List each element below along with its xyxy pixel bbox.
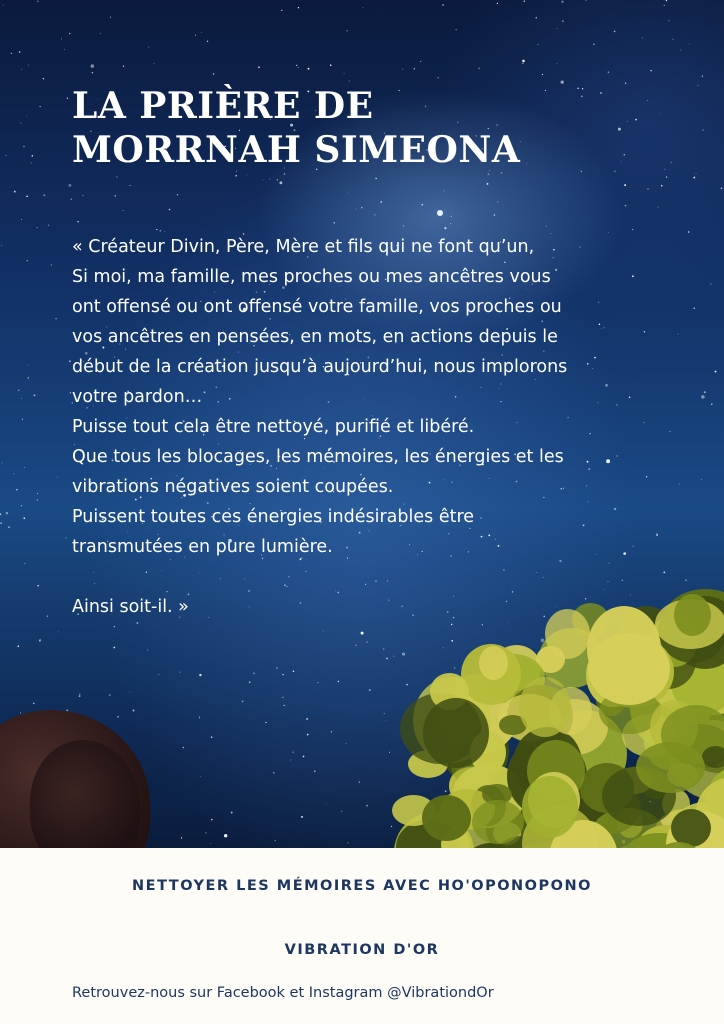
star: [721, 188, 722, 189]
star: [36, 227, 37, 228]
star: [28, 377, 29, 378]
star: [284, 173, 286, 175]
star: [43, 194, 45, 196]
star: [20, 123, 21, 124]
star: [487, 183, 489, 185]
star: [22, 419, 23, 420]
prayer-line: début de la création jusqu’à aujourd’hui, nous implorons: [72, 357, 568, 377]
star: [14, 473, 15, 474]
title-line-1: LA PRIÈRE DE: [72, 85, 374, 127]
star: [369, 689, 371, 691]
star: [664, 5, 665, 6]
star: [109, 694, 111, 696]
star: [156, 229, 157, 230]
star: [608, 71, 609, 72]
star: [67, 98, 68, 99]
star: [23, 146, 25, 148]
star: [384, 713, 385, 714]
star: [24, 467, 25, 468]
star: [200, 776, 201, 777]
star: [658, 207, 659, 208]
star: [624, 184, 626, 186]
star: [668, 20, 669, 21]
star: [298, 67, 299, 68]
star: [693, 177, 695, 179]
star: [205, 832, 206, 833]
star: [195, 35, 196, 36]
star: [522, 63, 524, 65]
star: [317, 682, 318, 683]
star: [298, 7, 299, 8]
star: [556, 63, 557, 64]
star: [494, 214, 496, 216]
star: [169, 209, 171, 211]
star: [556, 28, 557, 29]
star: [672, 39, 673, 40]
star: [688, 231, 690, 233]
star: [61, 38, 62, 39]
star: [179, 672, 180, 673]
star: [82, 195, 83, 196]
star: [51, 264, 52, 265]
star: [704, 391, 706, 393]
foliage-blob: [423, 698, 489, 768]
star: [37, 499, 38, 500]
star: [403, 225, 404, 226]
star: [361, 207, 363, 209]
star: [670, 431, 671, 432]
star: [249, 681, 251, 683]
prayer-text: [72, 232, 662, 622]
star: [231, 812, 233, 814]
star: [625, 205, 627, 207]
star: [386, 658, 388, 660]
star: [26, 196, 28, 198]
star: [47, 615, 48, 616]
star: [456, 29, 457, 30]
star: [37, 1, 39, 3]
star: [614, 31, 616, 33]
star: [701, 479, 702, 480]
star: [123, 210, 124, 211]
star: [293, 670, 295, 672]
star: [21, 69, 22, 70]
star: [158, 674, 159, 675]
star: [375, 178, 376, 179]
star: [422, 204, 423, 205]
star: [664, 169, 665, 170]
star: [71, 199, 72, 200]
star: [16, 489, 17, 490]
star: [269, 178, 270, 179]
star: [115, 195, 116, 196]
star: [114, 626, 115, 627]
star: [181, 837, 182, 838]
star: [497, 201, 498, 202]
star: [66, 537, 67, 538]
star: [346, 743, 347, 744]
prayer-line: Si moi, ma famille, mes proches ou mes ancêtres vous: [72, 267, 551, 287]
star: [338, 681, 339, 682]
star: [0, 522, 2, 524]
star: [37, 493, 38, 494]
star: [276, 667, 278, 669]
star: [701, 395, 705, 399]
star: [265, 722, 266, 723]
foliage-blob: [479, 646, 508, 680]
star: [366, 805, 368, 807]
star: [40, 106, 41, 107]
star: [199, 717, 200, 718]
prayer-line: Puissent toutes ces énergies indésirables être: [72, 507, 475, 527]
star: [349, 80, 350, 81]
star: [710, 283, 711, 284]
star: [0, 513, 1, 515]
star: [344, 73, 345, 74]
star: [154, 63, 155, 64]
star: [347, 842, 348, 843]
star: [385, 720, 386, 721]
star: [711, 404, 712, 405]
star: [136, 622, 138, 624]
star: [199, 716, 200, 717]
star: [284, 705, 285, 706]
star: [77, 221, 78, 222]
star: [680, 50, 681, 51]
star: [113, 647, 115, 649]
star: [696, 173, 697, 174]
star: [253, 672, 255, 674]
star: [660, 113, 661, 114]
star: [442, 4, 444, 6]
star: [213, 73, 214, 74]
star: [303, 756, 305, 758]
star: [100, 33, 101, 34]
star: [414, 68, 415, 69]
star: [661, 185, 663, 187]
star: [334, 222, 335, 223]
star: [64, 49, 65, 50]
star: [666, 176, 667, 177]
lit-tree-right: [390, 585, 724, 848]
foliage-blob: [674, 594, 711, 636]
star: [258, 66, 260, 68]
star: [331, 731, 332, 732]
star: [685, 579, 687, 581]
foliage-blob: [636, 742, 705, 793]
star: [211, 819, 213, 821]
paragraph-gap: [72, 562, 662, 592]
star: [537, 44, 538, 45]
star: [347, 30, 348, 31]
star: [348, 192, 349, 193]
star: [694, 308, 695, 309]
star: [33, 703, 34, 704]
star: [21, 219, 22, 220]
star: [366, 641, 368, 643]
star: [18, 390, 19, 391]
star: [438, 77, 439, 78]
star: [70, 392, 71, 393]
star: [210, 843, 211, 844]
star: [301, 816, 303, 818]
star: [211, 737, 212, 738]
prayer-line: Que tous les blocages, les mémoires, les énergies et les: [72, 447, 564, 467]
star: [48, 225, 49, 226]
star: [129, 185, 130, 186]
star: [561, 1, 563, 3]
star: [282, 697, 283, 698]
footer-subtitle: NETTOYER LES MÉMOIRES AVEC HO'OPONOPONO: [132, 878, 592, 894]
star: [585, 0, 586, 1]
star: [3, 5, 4, 6]
star: [69, 33, 71, 35]
star: [2, 462, 3, 463]
star: [28, 365, 29, 366]
star: [326, 803, 327, 804]
star: [501, 172, 503, 174]
star: [663, 571, 665, 573]
prayer-line: Puisse tout cela être nettoyé, purifié et libéré.: [72, 417, 475, 437]
star: [34, 394, 36, 396]
star: [57, 477, 58, 478]
star: [43, 78, 44, 79]
star: [536, 17, 537, 18]
star: [697, 85, 698, 86]
star: [679, 484, 680, 485]
prayer-line: vibrations négatives soient coupées.: [72, 477, 394, 497]
star: [58, 631, 59, 632]
star: [341, 811, 342, 812]
star: [670, 162, 671, 163]
star: [330, 65, 331, 66]
star: [92, 72, 93, 73]
star: [451, 216, 452, 217]
star: [1, 245, 2, 246]
star: [546, 226, 547, 227]
star: [374, 214, 375, 215]
star: [110, 16, 111, 17]
star: [183, 747, 185, 749]
star: [650, 70, 651, 71]
star: [296, 65, 297, 66]
star: [147, 650, 148, 651]
star: [593, 44, 594, 45]
star: [361, 632, 364, 635]
star: [91, 64, 94, 67]
star: [290, 760, 291, 761]
star: [207, 41, 209, 43]
prayer-line: votre pardon…: [72, 387, 203, 407]
star: [199, 674, 201, 676]
star: [702, 76, 703, 77]
star: [246, 175, 247, 176]
star: [497, 3, 498, 4]
star: [14, 191, 16, 193]
foliage-blob: [472, 800, 524, 844]
star: [79, 694, 80, 695]
star: [68, 184, 71, 187]
prayer-line: transmutées en pure lumière.: [72, 537, 333, 557]
star: [383, 648, 384, 649]
star: [8, 526, 9, 527]
star: [19, 51, 21, 53]
star: [281, 10, 282, 11]
star: [277, 179, 278, 180]
star: [444, 227, 446, 229]
star: [18, 645, 20, 647]
star: [23, 517, 25, 519]
star: [522, 60, 525, 63]
foliage-blob: [522, 776, 578, 838]
star: [358, 781, 360, 783]
star: [69, 360, 71, 362]
star: [117, 716, 119, 718]
star: [39, 640, 41, 642]
star: [133, 710, 135, 712]
star: [678, 334, 679, 335]
star: [21, 398, 22, 399]
star: [79, 695, 81, 697]
star: [308, 68, 310, 70]
star: [420, 61, 421, 62]
prayer-line: ont offensé ou ont offensé votre famille, vos proches ou: [72, 297, 562, 317]
star: [293, 752, 294, 753]
star: [37, 585, 39, 587]
star: [201, 32, 202, 33]
foliage-blob: [519, 677, 571, 737]
prayer-closing: Ainsi soit-il. »: [72, 597, 189, 617]
star: [11, 53, 13, 55]
star: [642, 37, 643, 38]
star: [323, 630, 324, 631]
star: [275, 840, 276, 841]
star: [715, 371, 717, 373]
star: [148, 47, 149, 48]
title-line-2: MORRNAH SIMEONA: [72, 129, 521, 171]
foliage-blob: [605, 657, 636, 681]
star: [224, 834, 227, 837]
star: [478, 67, 480, 69]
star: [450, 223, 451, 224]
star: [21, 505, 22, 506]
star: [235, 175, 237, 177]
star: [279, 181, 282, 184]
star: [647, 188, 649, 190]
star: [444, 190, 445, 191]
star: [55, 318, 56, 319]
star: [282, 674, 284, 676]
foliage-blob: [702, 746, 724, 768]
prayer-line: « Créateur Divin, Père, Mère et fils qui ne font qu’un,: [72, 237, 535, 257]
star: [123, 65, 124, 66]
bright-star: [437, 210, 443, 216]
star: [306, 718, 308, 720]
star: [402, 69, 403, 70]
star: [20, 712, 21, 713]
page-title: [72, 84, 652, 172]
star: [177, 194, 178, 195]
star: [307, 734, 309, 736]
star: [562, 20, 563, 21]
star: [524, 0, 526, 2]
star: [702, 129, 703, 130]
star: [242, 701, 244, 703]
star: [24, 563, 25, 564]
prayer-line: vos ancêtres en pensées, en mots, en actions depuis le: [72, 327, 558, 347]
footer-social-text: Retrouvez-nous sur Facebook et Instagram @VibrationdOr: [72, 985, 494, 1001]
star: [6, 512, 9, 515]
star: [314, 770, 316, 772]
star: [116, 176, 117, 177]
star: [542, 74, 543, 75]
star: [31, 162, 32, 163]
foliage-blob: [422, 795, 471, 841]
star: [28, 65, 29, 66]
star: [356, 645, 357, 646]
star: [632, 229, 633, 230]
star: [355, 209, 356, 210]
star: [5, 155, 6, 156]
star: [129, 692, 130, 693]
star: [263, 179, 264, 180]
star: [26, 115, 27, 116]
star: [273, 772, 275, 774]
star: [689, 43, 690, 44]
star: [363, 7, 364, 8]
star: [27, 260, 28, 261]
star: [380, 201, 382, 203]
footer-brand: VIBRATION D'OR: [284, 942, 440, 958]
star: [32, 155, 34, 157]
star: [488, 173, 490, 175]
